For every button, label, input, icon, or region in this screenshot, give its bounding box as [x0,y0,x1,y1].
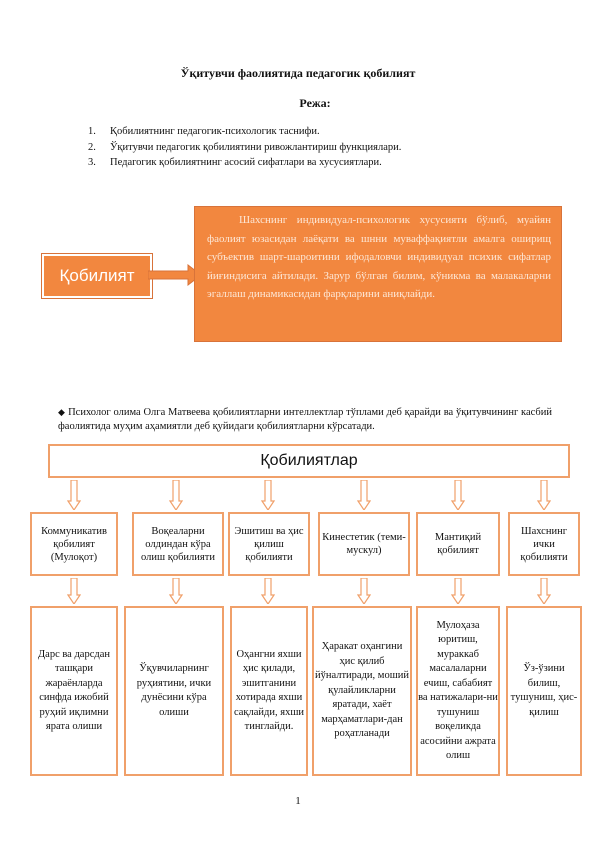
definition-text: Шахснинг индивидуал-психологик хусусияти бўлиб, муайян фаолият юзасидан лаёқати ва шнни муваффақиятли амалга оширищ субъектив шарт-шароитини ифодаловчи индивидуал психик сифатлар йиғиндисига айтилади. Зарур бўлган билим, кўникма ва малакаларни эгаллаш динамикасидан фарқларини аниқлайди. [207,214,551,300]
arrow-down-icon [357,578,371,604]
plan-item-number: 3. [88,157,96,168]
category-box: Мантиқий қобилият [416,512,500,576]
category-box: Шахснинг ички қобилияти [508,512,580,576]
arrow-down-icon [357,480,371,510]
plan-item [88,124,401,140]
arrow-down-icon [169,578,183,604]
plan-item [88,140,401,156]
plan-item [88,155,401,171]
category-box: Воқеаларни олдиндан кўра олиш қобилияти [132,512,224,576]
arrow-down-icon [261,578,275,604]
arrow-down-icon [537,480,551,510]
intro-paragraph [58,405,552,434]
page-number: 1 [295,795,301,807]
document-title: Ўқитувчи фаолиятида педагогик қобилият [180,66,416,80]
definition-box [194,206,562,342]
plan-item-text: Қобилиятнинг педагогик-психологик таснифи. [110,126,320,137]
arrow-down-icon [537,578,551,604]
detail-box: Ўқувчиларнинг руҳиятини, ички дунёсини кўра олиши [124,606,224,776]
arrow-down-icon [67,578,81,604]
ability-label-box: Қобилият [42,254,152,298]
arrow-down-icon [67,480,81,510]
category-box: Эшитиш ва ҳис қилиш қобилияти [228,512,310,576]
plan-item-number: 1. [88,126,96,137]
arrow-down-icon [261,480,275,510]
arrow-down-icon [451,578,465,604]
intro-paragraph-text: Психолог олима Олга Матвеева қобилиятларни интеллектлар тўплами деб қарайди ва ўқитувчининг касбий фаолиятида муҳим аҳамиятли деб қуйидаги қобилиятларни кўрсатади. [58,407,553,432]
abilities-heading-box: Қобилиятлар [48,444,570,478]
plan-item-text: Педагогик қобилиятнинг асосий сифатлари ва хусусиятлари. [110,157,382,168]
arrow-down-icon [169,480,183,510]
plan-item-number: 2. [88,141,96,153]
detail-box: Ҳаракат оҳангини ҳис қилиб йўналтиради, моший қулайликларни яратади, хаёт марҳаматлари-дан роҳатланади [312,606,412,776]
detail-box: Мулоҳаза юритиш, мураккаб масалаларни ечиш, сабабият ва натижалари-ни тушуниш воқеликда асосийни ажрата олиш [416,606,500,776]
plan-list [88,124,401,171]
category-box: Кинестетик (теми-мускул) [318,512,410,576]
arrow-down-icon [451,480,465,510]
plan-item-text: Ўқитувчи педагогик қобилиятини ривожлантириш функциялари. [110,141,402,153]
diamond-bullet-icon: ◆ [58,407,66,417]
detail-box: Дарс ва дарсдан ташқари жараёнларда синфда ижобий руҳий иқлимни ярата олиши [30,606,118,776]
category-box: Коммуникатив қобилият (Мулоқот) [30,512,118,576]
plan-heading: Режа: [299,96,331,110]
detail-box: Ўз-ўзини билиш, тушуниш, ҳис-қилиш [506,606,582,776]
detail-box: Оҳангни яхши ҳис қилади, эшитганини хотирада яхши сақлайди, яхши тинглайди. [230,606,308,776]
